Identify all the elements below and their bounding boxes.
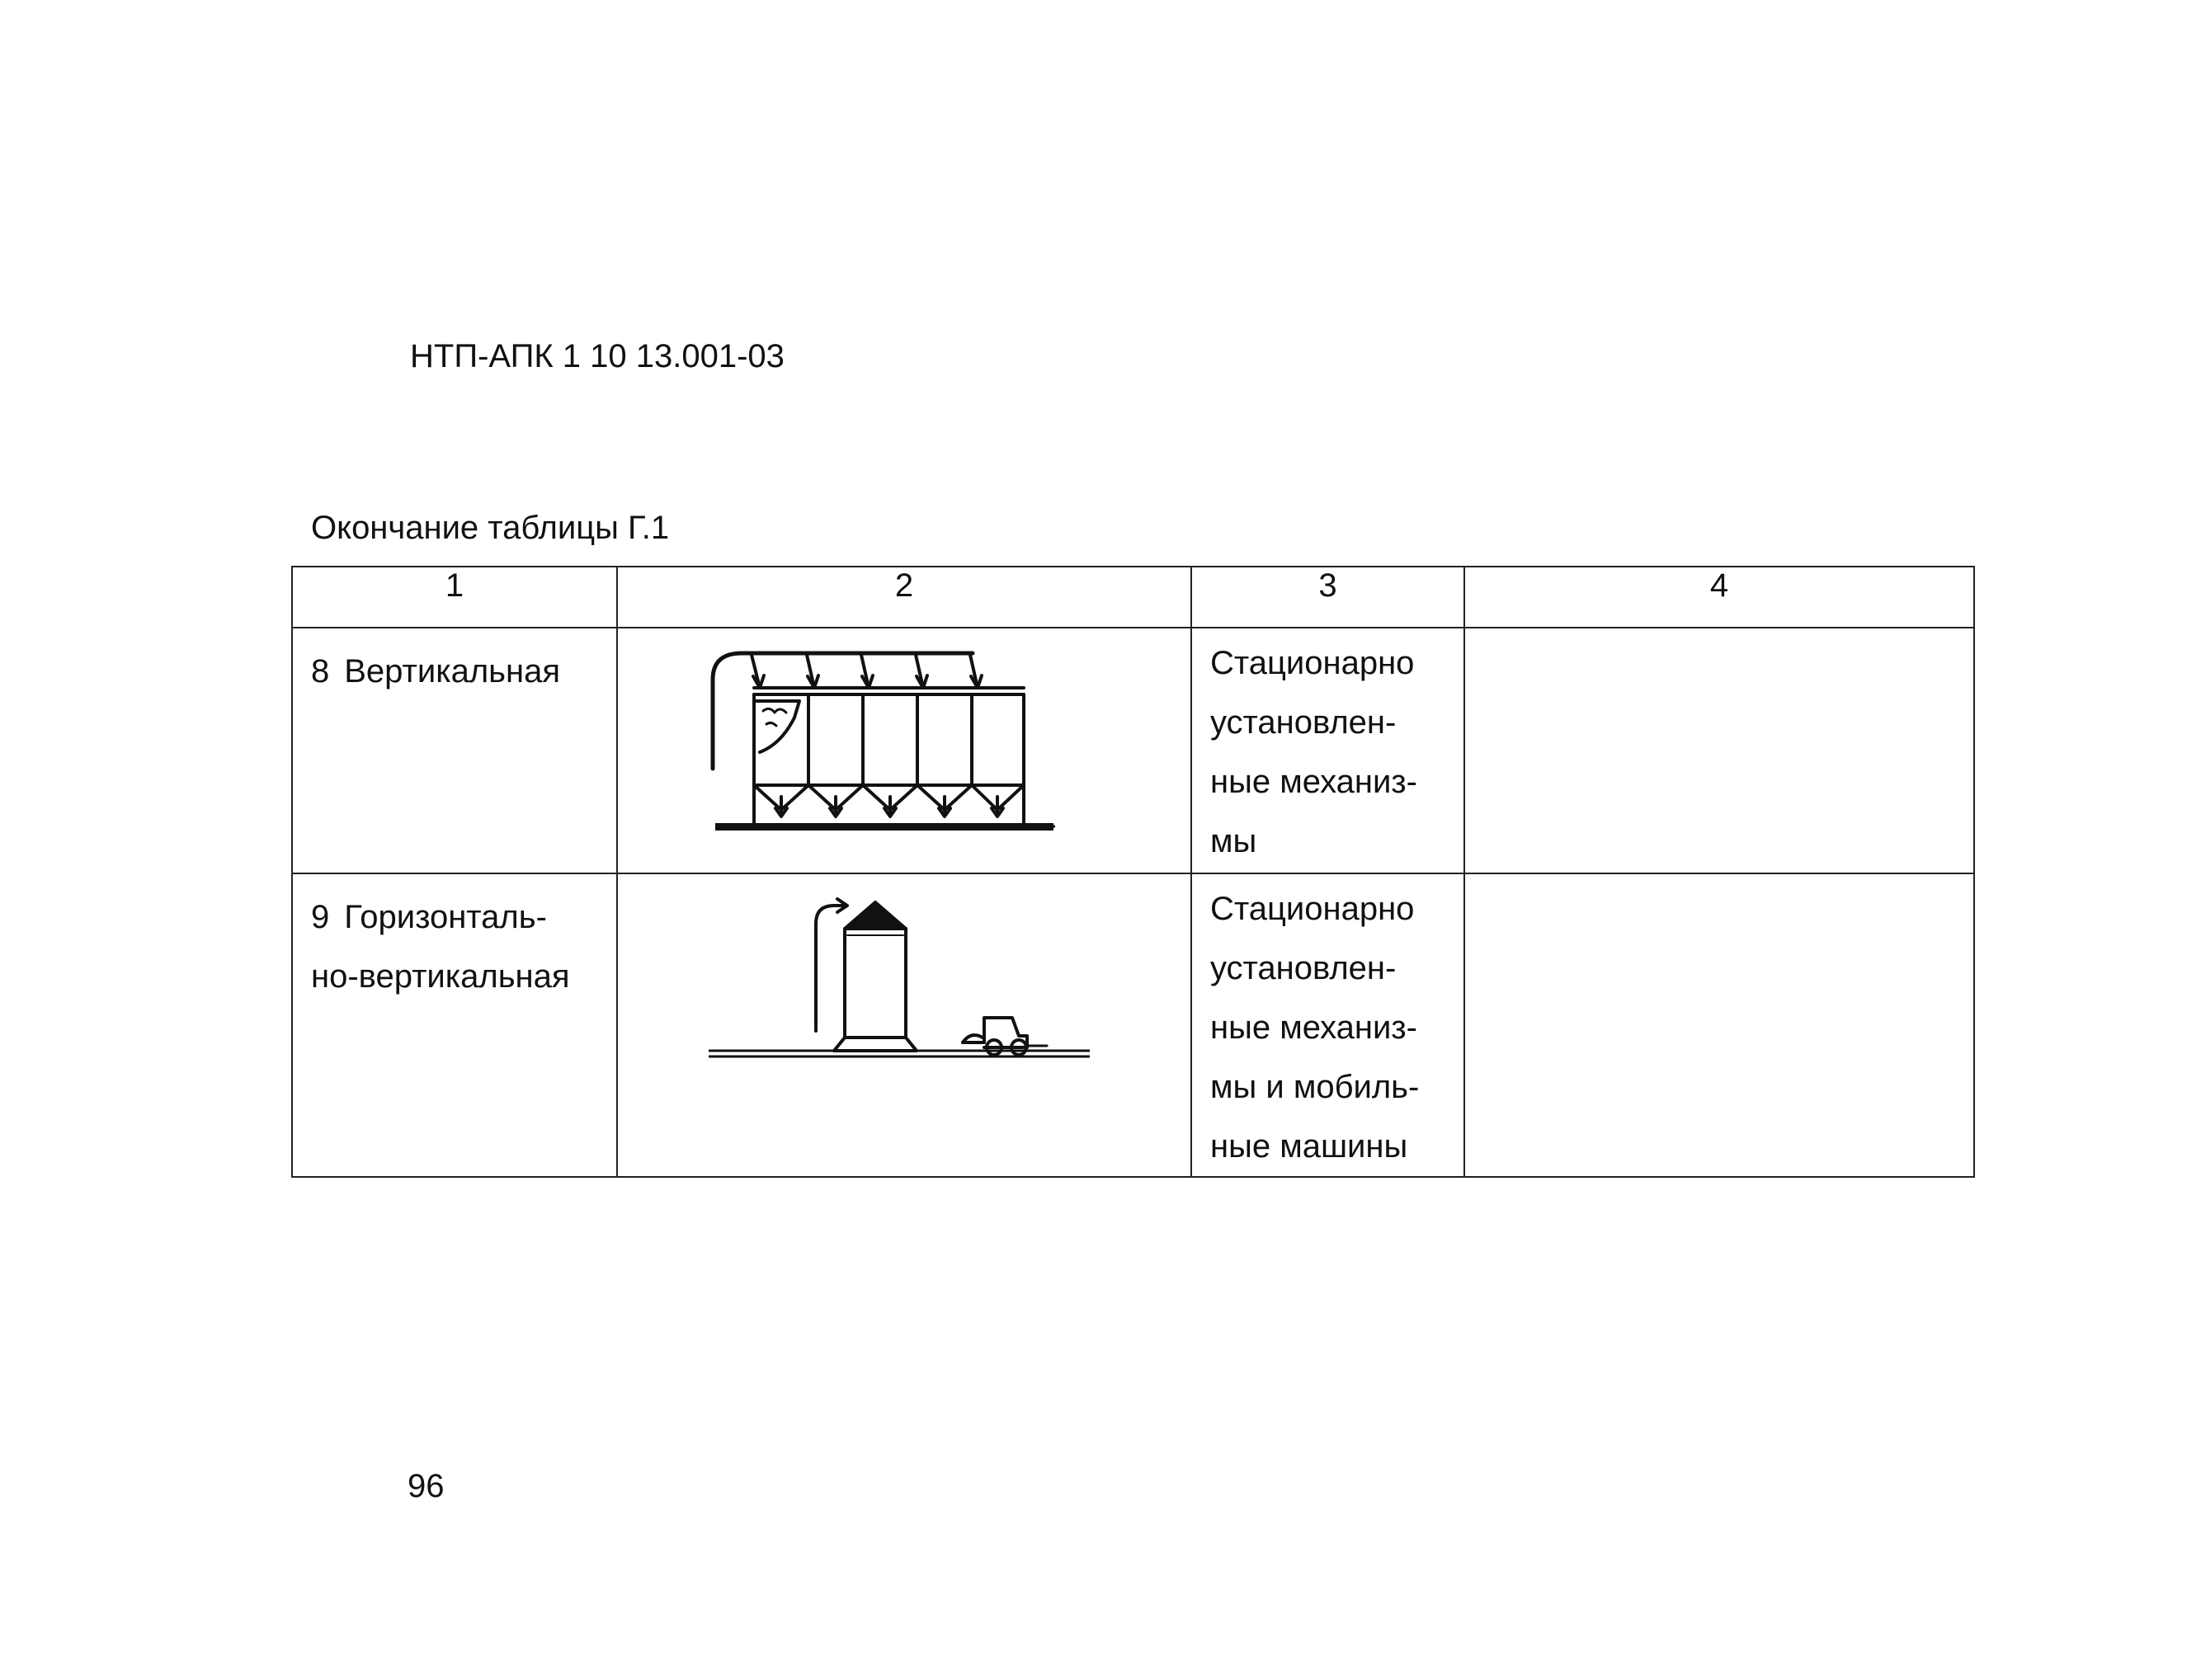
empty-cell [1464,628,1974,873]
storage-name-line: но-вертикальная [311,958,570,995]
figure-cell [617,873,1191,1177]
vertical-silo-storage-icon [618,628,1190,873]
table-caption: Окончание таблицы Г.1 [311,510,670,546]
mechanization-line: мы [1210,823,1257,859]
storage-name-line: Горизонталь- [344,899,547,935]
row-number: 8 [311,653,330,689]
column-header-1: 1 [292,567,617,628]
mechanization-line: мы и мобиль- [1210,1069,1420,1105]
table-row [292,628,1974,873]
table-row [292,873,1974,1177]
storage-name-line: Вертикальная [344,653,561,689]
storage-name-cell [292,628,617,873]
mechanization-cell [1191,628,1464,873]
column-header-2: 2 [617,567,1191,628]
mechanization-line: установлен- [1210,704,1397,741]
column-header-3: 3 [1191,567,1464,628]
row-number: 9 [311,899,330,935]
horizontal-vertical-storage-icon [618,874,1190,1167]
empty-cell [1464,873,1974,1177]
mechanization-line: ные механиз- [1210,764,1417,800]
document-code: НТП-АПК 1 10 13.001-03 [410,338,785,374]
mechanization-line: ные машины [1210,1128,1408,1165]
table-header-row [292,567,1974,628]
mechanization-line: установлен- [1210,950,1397,986]
mechanization-cell [1191,873,1464,1177]
storage-name-cell [292,873,617,1177]
mechanization-line: Стационарно [1210,891,1415,927]
page-number: 96 [408,1468,445,1504]
storage-table [291,566,1975,1178]
column-header-4: 4 [1464,567,1974,628]
mechanization-line: Стационарно [1210,645,1415,681]
mechanization-line: ные механиз- [1210,1009,1417,1046]
figure-cell [617,628,1191,873]
